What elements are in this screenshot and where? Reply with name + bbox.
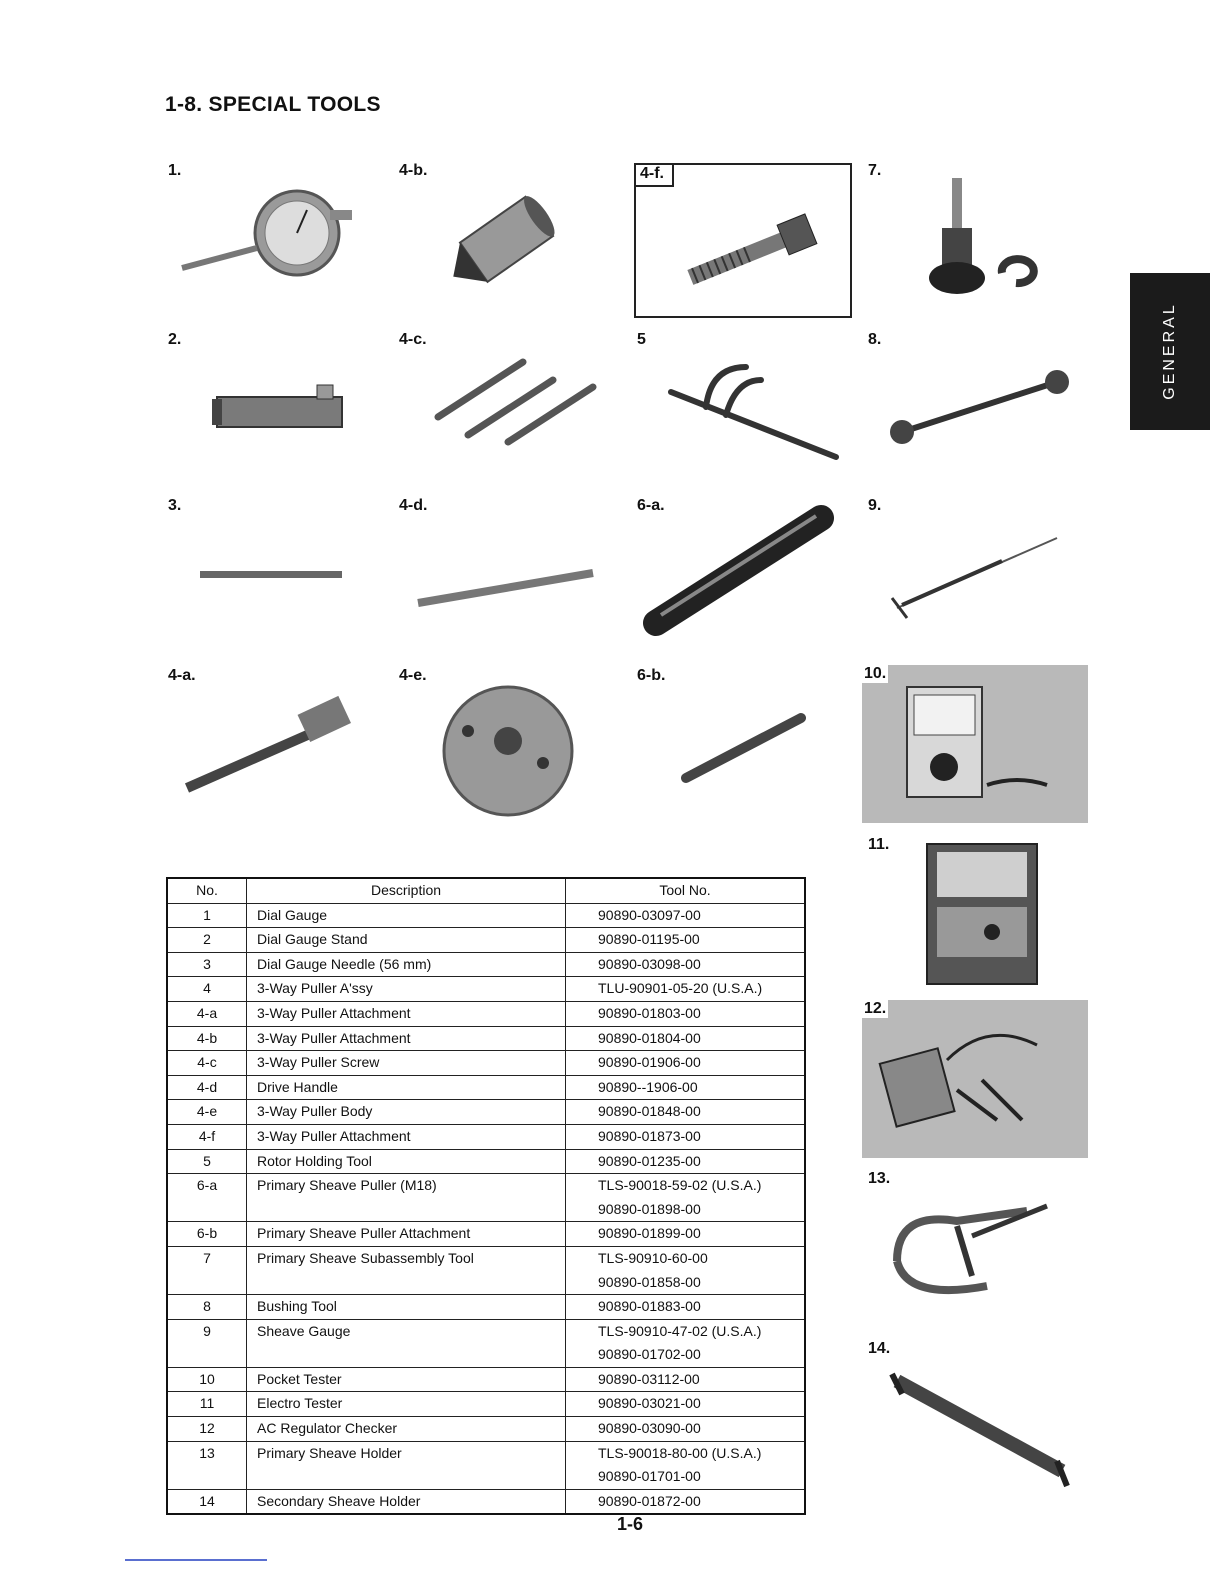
footer-rule	[125, 1559, 267, 1561]
cell-no	[167, 1271, 247, 1295]
table-header-row	[167, 878, 805, 903]
cell-no: 12	[167, 1417, 247, 1442]
page-number: 1-6	[617, 1514, 644, 1534]
figure-14	[862, 1336, 1090, 1496]
figure-label: 9.	[868, 497, 882, 514]
table-row	[167, 1001, 805, 1026]
cell-description: Dial Gauge Stand	[247, 928, 566, 953]
puller-attachment-icon	[393, 158, 621, 318]
cell-tool-no: 90890-01906-00	[566, 1051, 806, 1076]
figure-label: 3.	[168, 497, 182, 514]
figure-9	[862, 493, 1090, 653]
cell-no: 10	[167, 1367, 247, 1392]
cell-tool-no: 90890-01701-00	[566, 1465, 806, 1489]
figure-10	[862, 665, 1088, 823]
dial-gauge-icon	[162, 158, 390, 318]
pocket-tester-icon	[862, 665, 1088, 823]
cell-description	[247, 1198, 566, 1222]
cell-description: Primary Sheave Subassembly Tool	[247, 1246, 566, 1270]
screw-icon	[636, 165, 854, 320]
figure-4d	[393, 493, 621, 653]
figure-label: 4-b.	[399, 162, 428, 179]
table-row	[167, 903, 805, 928]
figure-label: 12.	[864, 1000, 887, 1017]
section-tab-label: GENERAL	[1161, 302, 1178, 400]
cell-tool-no: TLS-90018-80-00 (U.S.A.)	[566, 1441, 806, 1465]
special-tools-table	[166, 877, 806, 1515]
drive-handle-icon	[393, 493, 621, 653]
cell-tool-no: 90890-01899-00	[566, 1222, 806, 1247]
cell-tool-no: TLS-90910-47-02 (U.S.A.)	[566, 1319, 806, 1343]
cell-no: 7	[167, 1246, 247, 1270]
cell-tool-no: 90890-03090-00	[566, 1417, 806, 1442]
cell-tool-no: TLS-90910-60-00	[566, 1246, 806, 1270]
figure-12	[862, 1000, 1088, 1158]
column-header-no: No.	[167, 878, 247, 903]
cell-description: 3-Way Puller Attachment	[247, 1001, 566, 1026]
cell-tool-no: 90890-01195-00	[566, 928, 806, 953]
table-row	[167, 1198, 805, 1222]
puller-attachment-pin-icon	[631, 663, 859, 823]
cell-tool-no: 90890-03112-00	[566, 1367, 806, 1392]
cell-no: 2	[167, 928, 247, 953]
cell-description: 3-Way Puller Screw	[247, 1051, 566, 1076]
table-row	[167, 1124, 805, 1149]
cell-description: Dial Gauge Needle (56 mm)	[247, 952, 566, 977]
cell-tool-no: 90890-03098-00	[566, 952, 806, 977]
gauge-stand-icon	[162, 327, 390, 487]
figure-2	[162, 327, 390, 487]
rotor-holding-tool-icon	[631, 327, 859, 487]
cell-no: 14	[167, 1489, 247, 1514]
cell-description: 3-Way Puller A'ssy	[247, 977, 566, 1002]
puller-body-icon	[393, 663, 621, 823]
figure-label: 4-e.	[399, 667, 427, 684]
figure-label: 4-a.	[168, 667, 196, 684]
sheave-gauge-icon	[862, 493, 1090, 653]
table-row	[167, 1051, 805, 1076]
cell-tool-no: 90890-01883-00	[566, 1295, 806, 1320]
figure-label: 1.	[168, 162, 182, 179]
cell-tool-no: 90890-01803-00	[566, 1001, 806, 1026]
table-row	[167, 952, 805, 977]
cell-tool-no: 90890-01872-00	[566, 1489, 806, 1514]
section-tab	[1130, 273, 1210, 430]
puller-attachment-rod-icon	[162, 663, 390, 823]
subassembly-tool-icon	[862, 158, 1090, 318]
cell-tool-no: 90890-01898-00	[566, 1198, 806, 1222]
cell-description: Primary Sheave Puller Attachment	[247, 1222, 566, 1247]
cell-no: 8	[167, 1295, 247, 1320]
figure-4f	[634, 163, 852, 318]
cell-description: Primary Sheave Puller (M18)	[247, 1174, 566, 1198]
table-row	[167, 928, 805, 953]
cell-tool-no: 90890-01873-00	[566, 1124, 806, 1149]
secondary-sheave-holder-icon	[862, 1336, 1090, 1496]
cell-description: 3-Way Puller Attachment	[247, 1026, 566, 1051]
column-header-description: Description	[247, 878, 566, 903]
figure-13	[862, 1166, 1090, 1326]
bushing-tool-icon	[862, 327, 1090, 487]
table-row	[167, 1343, 805, 1367]
cell-description	[247, 1343, 566, 1367]
cell-no: 5	[167, 1149, 247, 1174]
table-row	[167, 1367, 805, 1392]
figure-label: 4-f.	[636, 165, 674, 187]
cell-description: Pocket Tester	[247, 1367, 566, 1392]
puller-screws-icon	[393, 327, 621, 487]
cell-tool-no: 90890-01235-00	[566, 1149, 806, 1174]
cell-no: 4-c	[167, 1051, 247, 1076]
cell-no: 1	[167, 903, 247, 928]
figure-label: 14.	[868, 1340, 891, 1357]
cell-tool-no: 90890-01804-00	[566, 1026, 806, 1051]
figure-5	[631, 327, 859, 487]
cell-no: 6-b	[167, 1222, 247, 1247]
figure-4b	[393, 158, 621, 318]
cell-no: 4-d	[167, 1075, 247, 1100]
cell-description: 3-Way Puller Attachment	[247, 1124, 566, 1149]
figure-label: 6-a.	[637, 497, 665, 514]
table-row	[167, 1441, 805, 1465]
table-row	[167, 1149, 805, 1174]
cell-no	[167, 1198, 247, 1222]
cell-tool-no: 90890--1906-00	[566, 1075, 806, 1100]
table-row	[167, 1319, 805, 1343]
sheave-puller-icon	[631, 493, 859, 653]
cell-tool-no: TLU-90901-05-20 (U.S.A.)	[566, 977, 806, 1002]
cell-description: Drive Handle	[247, 1075, 566, 1100]
table-row	[167, 1222, 805, 1247]
cell-description	[247, 1465, 566, 1489]
cell-no: 13	[167, 1441, 247, 1465]
figure-label: 10.	[864, 665, 887, 682]
figure-4a	[162, 663, 390, 823]
figure-label: 6-b.	[637, 667, 666, 684]
cell-tool-no: 90890-01858-00	[566, 1271, 806, 1295]
figure-label: 4-c.	[399, 331, 427, 348]
cell-description: AC Regulator Checker	[247, 1417, 566, 1442]
cell-description: 3-Way Puller Body	[247, 1100, 566, 1125]
cell-no: 4-e	[167, 1100, 247, 1125]
cell-description: Rotor Holding Tool	[247, 1149, 566, 1174]
figure-7	[862, 158, 1090, 318]
cell-tool-no: 90890-03021-00	[566, 1392, 806, 1417]
table-row	[167, 1392, 805, 1417]
cell-no	[167, 1465, 247, 1489]
cell-no: 4-b	[167, 1026, 247, 1051]
table-row	[167, 1295, 805, 1320]
needle-icon	[162, 493, 390, 653]
regulator-checker-icon	[862, 1000, 1088, 1158]
cell-description: Bushing Tool	[247, 1295, 566, 1320]
electro-tester-icon	[862, 832, 1088, 992]
cell-no: 11	[167, 1392, 247, 1417]
cell-no: 9	[167, 1319, 247, 1343]
cell-no: 6-a	[167, 1174, 247, 1198]
sheave-holder-icon	[862, 1166, 1090, 1326]
figure-11	[862, 832, 1088, 992]
cell-no: 4	[167, 977, 247, 1002]
cell-no: 3	[167, 952, 247, 977]
figure-8	[862, 327, 1090, 487]
cell-tool-no: 90890-01848-00	[566, 1100, 806, 1125]
table-row	[167, 1417, 805, 1442]
table-row	[167, 1465, 805, 1489]
cell-description: Primary Sheave Holder	[247, 1441, 566, 1465]
table-row	[167, 1100, 805, 1125]
figure-label: 11.	[868, 836, 890, 853]
figure-label: 2.	[168, 331, 182, 348]
cell-description: Secondary Sheave Holder	[247, 1489, 566, 1514]
figure-label: 4-d.	[399, 497, 428, 514]
figure-6a	[631, 493, 859, 653]
column-header-tool-no: Tool No.	[566, 878, 806, 903]
figure-1	[162, 158, 390, 318]
figure-3	[162, 493, 390, 653]
figure-label: 13.	[868, 1170, 891, 1187]
cell-description	[247, 1271, 566, 1295]
cell-description: Sheave Gauge	[247, 1319, 566, 1343]
table-row	[167, 1174, 805, 1198]
table-row	[167, 1026, 805, 1051]
cell-no: 4-f	[167, 1124, 247, 1149]
cell-tool-no: 90890-03097-00	[566, 903, 806, 928]
figure-label: 7.	[868, 162, 882, 179]
figure-6b	[631, 663, 859, 823]
table-row	[167, 977, 805, 1002]
cell-no: 4-a	[167, 1001, 247, 1026]
table-row	[167, 1075, 805, 1100]
cell-description: Dial Gauge	[247, 903, 566, 928]
cell-tool-no: TLS-90018-59-02 (U.S.A.)	[566, 1174, 806, 1198]
figure-4e	[393, 663, 621, 823]
cell-no	[167, 1343, 247, 1367]
table-row	[167, 1246, 805, 1270]
figure-label: 5	[637, 331, 646, 348]
table-row	[167, 1271, 805, 1295]
page-title: 1-8. SPECIAL TOOLS	[165, 93, 381, 116]
table-row	[167, 1489, 805, 1514]
cell-description: Electro Tester	[247, 1392, 566, 1417]
figure-label: 8.	[868, 331, 882, 348]
figure-4c	[393, 327, 621, 487]
cell-tool-no: 90890-01702-00	[566, 1343, 806, 1367]
